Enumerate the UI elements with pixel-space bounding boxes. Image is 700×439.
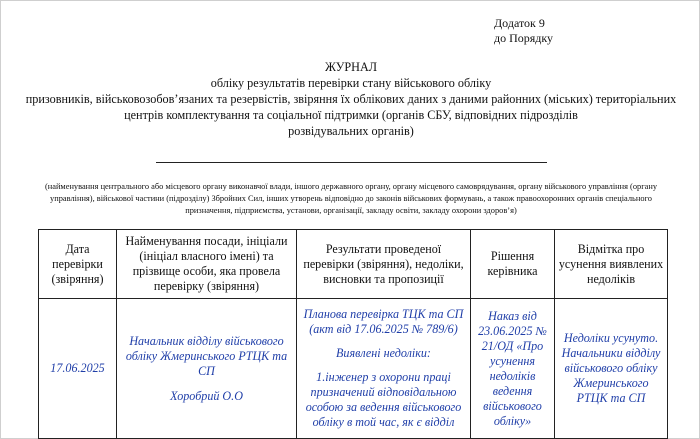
cell-fix-mark: Недоліки усунуто. Начальники відділу військового обліку Жмеринського РТЦК та СП xyxy=(555,299,668,439)
appendix-line-2: до Порядку xyxy=(494,31,554,45)
table-row xyxy=(39,299,668,439)
header-inspector: Найменування посади, ініціали (ініціал власного імені) та прізвище особи, яка провела перевірку (звіряння) xyxy=(117,230,297,299)
journal-title xyxy=(1,59,700,139)
result-found-label: Виявлені недоліки: xyxy=(336,346,431,360)
appendix-label xyxy=(494,16,553,46)
title-line-2: обліку результатів перевірки стану військового обліку xyxy=(210,76,492,90)
header-decision: Рішення керівника xyxy=(471,230,555,299)
title-line-1: ЖУРНАЛ xyxy=(324,60,378,74)
title-line-4: центрів комплектування та соціальної підтримки (органів СБУ, відповідних підрозділів xyxy=(124,108,578,122)
journal-table xyxy=(38,229,668,439)
result-item: 1.інженер з охорони праці призначений відповідальною особою за ведення військового обліку в той час, як є відділ xyxy=(305,370,462,429)
organization-caption xyxy=(15,181,687,217)
cell-decision: Наказ від 23.06.2025 № 21/ОД «Про усунення недоліків ведення військового обліку» xyxy=(471,299,555,439)
title-line-3: призовників, військовозобов’язаних та резервістів, звіряння їх облікових даних з даними районних (міських) територіальних xyxy=(25,92,677,106)
cell-inspector xyxy=(117,299,297,439)
result-title: Планова перевірка ТЦК та СП (акт від 17.06.2025 № 789/6) xyxy=(303,307,464,336)
inspector-name: Хоробрий О.О xyxy=(170,388,243,403)
header-fix-mark: Відмітка про усунення виявлених недоліків xyxy=(555,230,668,299)
inspector-position: Начальник відділу військового обліку Жмеринського РТЦК та СП xyxy=(125,333,288,378)
caption-line-1: (найменування центрального або місцевого органу виконавчої влади, іншого державного органу, органу місцевого самоврядування, органу військового управління (органу xyxy=(44,182,658,191)
title-line-5: розвідувальних органів) xyxy=(288,124,414,138)
header-date: Дата перевірки (звіряння) xyxy=(39,230,117,299)
organization-name-line xyxy=(156,162,547,163)
appendix-line-1: Додаток 9 xyxy=(494,16,545,30)
cell-results xyxy=(297,299,471,439)
table-header-row xyxy=(39,230,668,299)
header-results: Результати проведеної перевірки (звіряння), недоліки, висновки та пропозиції xyxy=(297,230,471,299)
cell-date: 17.06.2025 xyxy=(39,299,117,439)
caption-line-3: призначення, підприємства, установи, організації, закладу освіти, закладу охорони здоров’я) xyxy=(185,206,517,215)
caption-line-2: управління), військової частини (підрозділу) Збройних Сил, інших утворень відповідно до законів військових формувань, а також правоохоронних органів спеціального xyxy=(50,194,652,203)
